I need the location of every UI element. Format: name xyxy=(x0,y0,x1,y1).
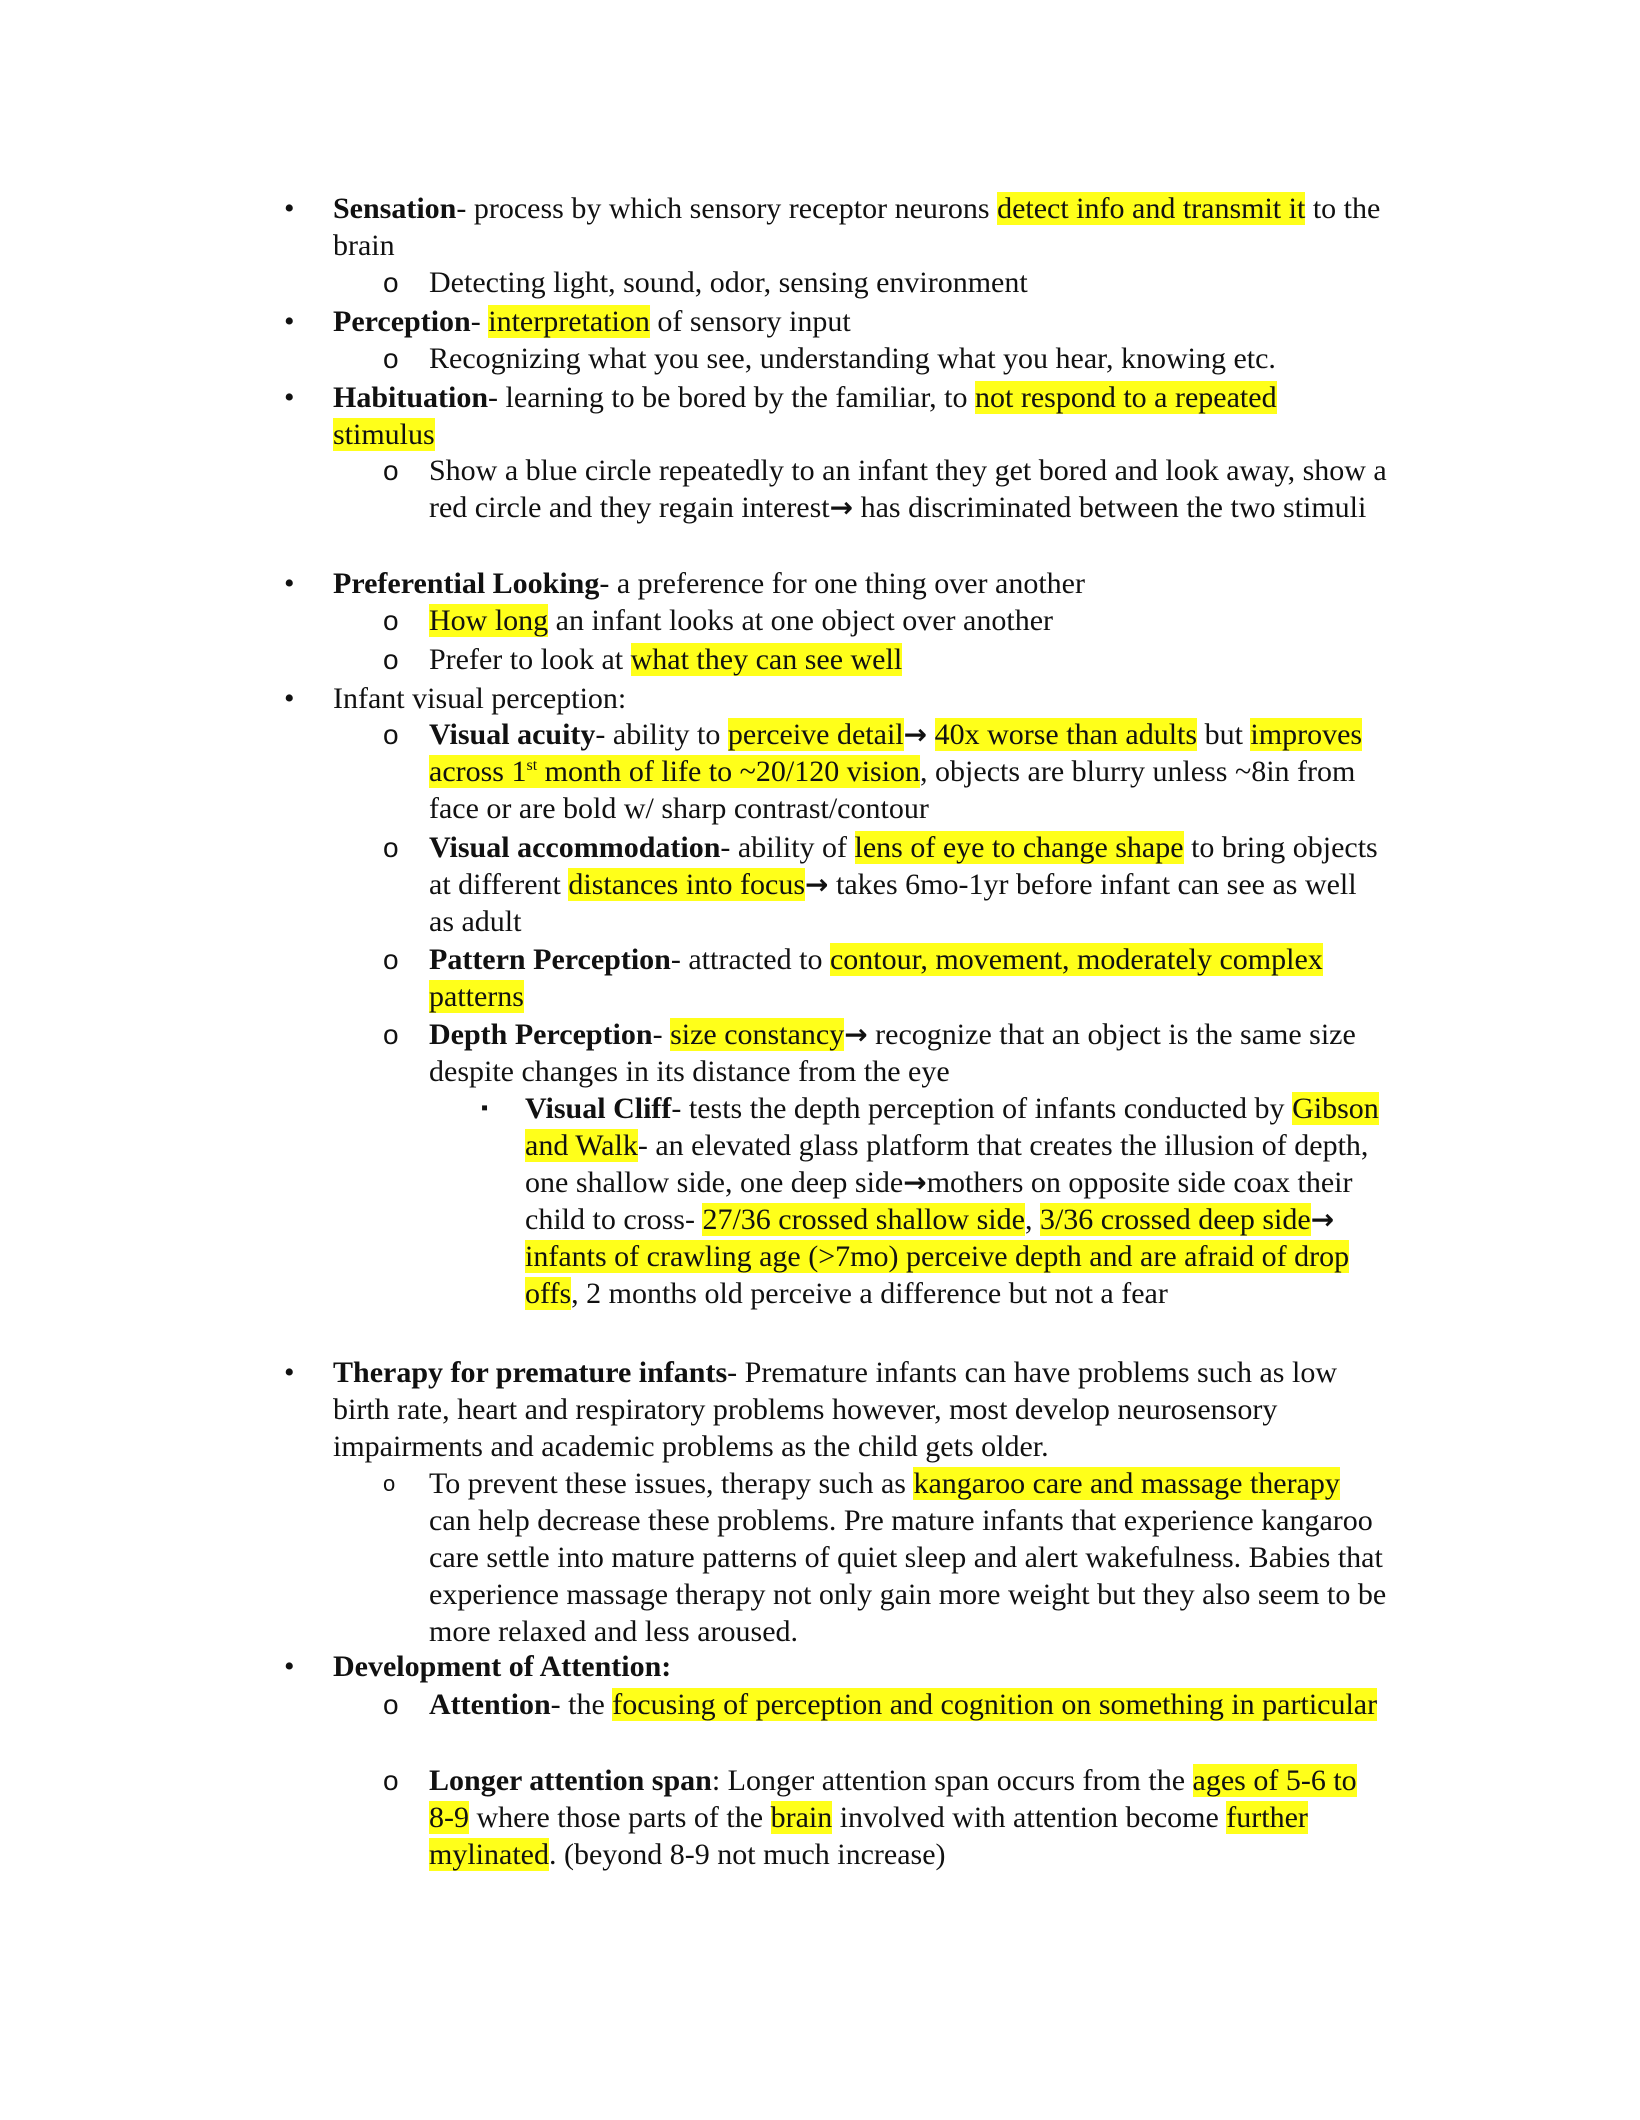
bullet-circle: o xyxy=(383,944,399,975)
text: Show a blue circle repeatedly to an infant they get bored and look away, show a red circle and they regain interest xyxy=(429,454,1387,524)
term-perception: Perception xyxy=(333,305,471,338)
highlight: detect info and transmit it xyxy=(997,192,1306,225)
highlight: ages of 5-6 to 8-9 xyxy=(429,1764,1357,1834)
text: - learning to be bored by the familiar, to xyxy=(488,381,976,414)
highlight: 27/36 crossed shallow side xyxy=(702,1203,1025,1236)
text: , xyxy=(1024,1203,1040,1236)
text: - xyxy=(652,1018,671,1051)
highlight: not respond to a repeated stimulus xyxy=(333,381,1277,451)
sub-item-attention xyxy=(383,1686,1389,1723)
list-item-therapy xyxy=(284,1354,1383,1465)
sub-item xyxy=(383,602,1389,639)
arrow-icon: → xyxy=(903,718,928,751)
term-therapy: Therapy for premature infants xyxy=(333,1356,728,1389)
text: an infant looks at one object over another xyxy=(548,604,1054,637)
term-development-of-attention: Development of Attention: xyxy=(333,1650,672,1683)
highlight: lens of eye to change shape xyxy=(854,831,1184,864)
text: To prevent these issues, therapy such as xyxy=(429,1467,914,1500)
text: can help decrease these problems. Pre mature infants that experience kangaroo care settle into mature patterns of quiet sleep and alert wakefulness. Babies that experience massage therapy not only gain more weight but they also seem to be more relaxed and less aroused. xyxy=(429,1504,1387,1648)
text: - xyxy=(470,305,489,338)
list-item-sensation xyxy=(284,190,1383,264)
term-visual-acuity: Visual acuity xyxy=(429,718,596,751)
term-preferential-looking: Preferential Looking xyxy=(333,567,600,600)
text: Detecting light, sound, odor, sensing environment xyxy=(429,266,1028,299)
bullet-disc: • xyxy=(284,1650,295,1683)
text: - ability of xyxy=(720,831,855,864)
text: mothers on opposite side coax their child to cross- xyxy=(525,1166,1353,1236)
term-visual-accommodation: Visual accommodation xyxy=(429,831,721,864)
highlight: distances into focus xyxy=(568,868,806,901)
sub-item xyxy=(383,641,1389,678)
text: where those parts of the xyxy=(469,1801,771,1834)
bullet-disc: • xyxy=(284,567,295,600)
bullet-circle: o xyxy=(383,719,399,750)
bullet-circle: o xyxy=(383,1765,399,1796)
text: , 2 months old perceive a difference but not a fear xyxy=(571,1277,1168,1310)
sub-item-pattern-perception xyxy=(383,941,1389,1015)
bullet-disc: • xyxy=(284,305,295,338)
text: . (beyond 8-9 not much increase) xyxy=(548,1838,946,1871)
text: to the brain xyxy=(333,192,1381,262)
arrow-icon: → xyxy=(829,491,854,524)
text: - an elevated glass platform that creates the illusion of depth, one shallow side, one deep side xyxy=(525,1129,1369,1199)
text: month of life to ~20/120 vision xyxy=(537,755,921,788)
highlight: infants of crawling age (>7mo) perceive depth and are afraid of drop offs xyxy=(525,1240,1350,1310)
text: improves across 1 xyxy=(429,718,1363,788)
bullet-circle: o xyxy=(383,605,399,636)
highlight: Gibson and Walk xyxy=(525,1092,1379,1162)
list-item-development-of-attention xyxy=(284,1648,1383,1685)
list-item-perception xyxy=(284,303,1383,340)
sub-item-visual-acuity xyxy=(383,716,1389,827)
highlight: How long xyxy=(429,604,549,637)
term-visual-cliff: Visual Cliff xyxy=(525,1092,672,1125)
highlight: 3/36 crossed deep side xyxy=(1039,1203,1311,1236)
sub-item xyxy=(383,340,1389,377)
highlight: 40x worse than adults xyxy=(934,718,1198,751)
highlight: kangaroo care and massage therapy xyxy=(913,1467,1340,1500)
text: Prefer to look at xyxy=(429,643,631,676)
term-attention: Attention xyxy=(429,1688,551,1721)
highlight: brain xyxy=(770,1801,833,1834)
text: of sensory input xyxy=(649,305,851,338)
list-item-habituation xyxy=(284,379,1383,453)
sub-item-visual-accommodation xyxy=(383,829,1389,940)
text: has discriminated between the two stimuli xyxy=(853,491,1367,524)
highlight: focusing of perception and cognition on something in particular xyxy=(612,1688,1378,1721)
sub-sub-item-visual-cliff xyxy=(481,1090,1385,1312)
bullet-square: ▪ xyxy=(481,1097,489,1119)
term-depth-perception: Depth Perception xyxy=(429,1018,653,1051)
text: recognize that an object is the same size despite changes in its distance from the eye xyxy=(429,1018,1356,1088)
highlight: interpretation xyxy=(488,305,650,338)
arrow-icon: → xyxy=(805,868,829,901)
text: - process by which sensory receptor neurons xyxy=(456,192,998,225)
sub-item xyxy=(383,264,1389,301)
text: but xyxy=(1197,718,1251,751)
sub-item-longer-attention-span xyxy=(383,1762,1389,1873)
bullet-circle: o xyxy=(383,343,399,374)
sub-item xyxy=(383,1465,1389,1650)
text: involved with attention become xyxy=(832,1801,1227,1834)
text: - the xyxy=(550,1688,613,1721)
text: - attracted to xyxy=(670,943,830,976)
bullet-circle: o xyxy=(383,832,399,863)
text: - ability to xyxy=(595,718,728,751)
term-sensation: Sensation xyxy=(333,192,457,225)
highlight: what they can see well xyxy=(630,643,903,676)
highlight: further mylinated xyxy=(429,1801,1308,1871)
highlight: size constancy xyxy=(670,1018,845,1051)
bullet-circle: o xyxy=(383,267,399,298)
text: Recognizing what you see, understanding what you hear, knowing etc. xyxy=(429,342,1276,375)
text: takes 6mo-1yr before infant can see as well as adult xyxy=(429,868,1357,938)
bullet-circle: o xyxy=(383,1689,399,1720)
text: : Longer attention span occurs from the xyxy=(711,1764,1193,1797)
arrow-icon: → xyxy=(903,1166,927,1199)
text: - tests the depth perception of infants conducted by xyxy=(671,1092,1293,1125)
text: , objects are blurry unless ~8in from face or are bold w/ sharp contrast/contour xyxy=(429,755,1356,825)
text: to bring objects at different xyxy=(429,831,1378,901)
term-longer-attention-span: Longer attention span xyxy=(429,1764,712,1797)
highlight: perceive detail xyxy=(727,718,904,751)
bullet-disc: • xyxy=(284,381,295,414)
sub-item-depth-perception xyxy=(383,1016,1389,1090)
superscript: st xyxy=(526,757,538,774)
arrow-icon: → xyxy=(1310,1203,1335,1236)
text: - Premature infants can have problems such as low birth rate, heart and respiratory problems however, most develop neurosensory impairments and academic problems as the child gets older. xyxy=(333,1356,1337,1463)
bullet-circle: o xyxy=(383,644,399,675)
list-item-preferential-looking xyxy=(284,565,1383,602)
arrow-icon: → xyxy=(844,1018,868,1051)
highlight: contour, movement, moderately complex patterns xyxy=(429,943,1323,1013)
list-item-infant-visual-perception xyxy=(284,680,1383,717)
bullet-circle: o xyxy=(383,1471,396,1496)
bullet-circle: o xyxy=(383,1019,399,1050)
bullet-disc: • xyxy=(284,1356,295,1389)
term-habituation: Habituation xyxy=(333,381,489,414)
bullet-disc: • xyxy=(284,682,295,715)
text: Infant visual perception: xyxy=(333,682,627,715)
bullet-disc: • xyxy=(284,192,295,225)
term-pattern-perception: Pattern Perception xyxy=(429,943,671,976)
sub-item xyxy=(383,452,1389,526)
bullet-circle: o xyxy=(383,455,399,486)
text: - a preference for one thing over another xyxy=(599,567,1085,600)
